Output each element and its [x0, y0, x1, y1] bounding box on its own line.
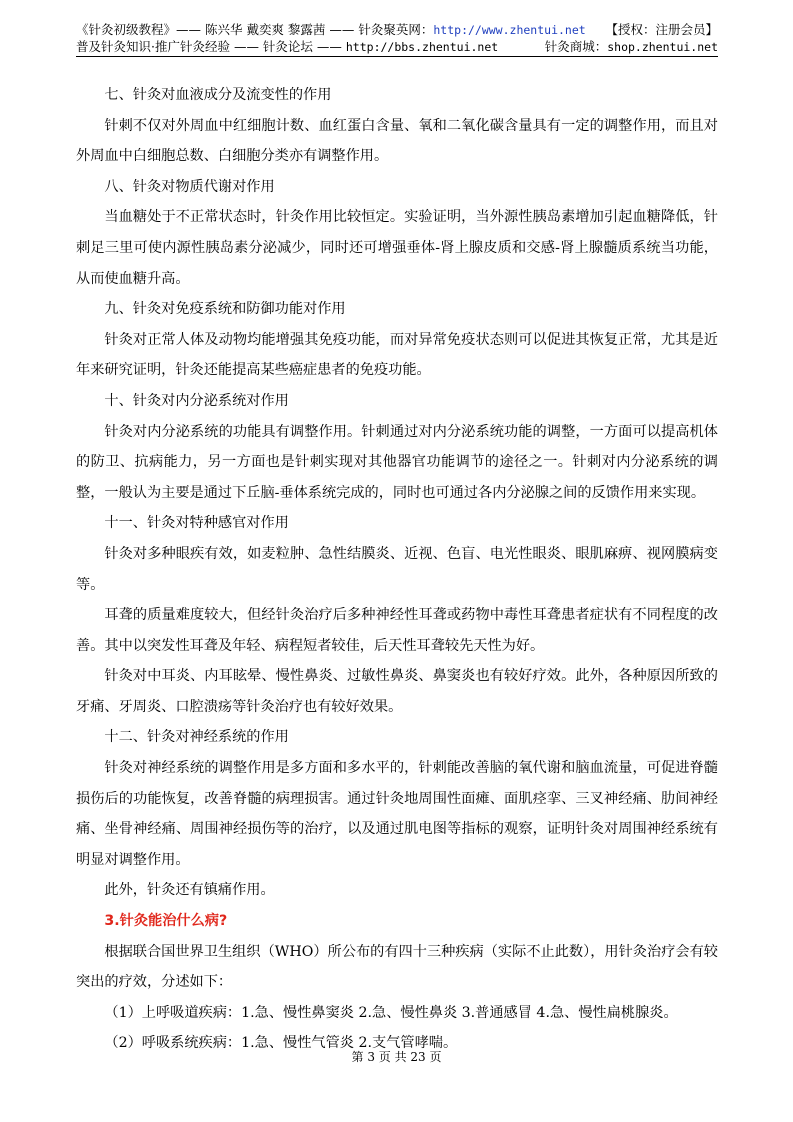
header-divider — [76, 56, 718, 57]
shop-link[interactable]: shop.zhentui.net — [607, 40, 718, 54]
paragraph: 针灸对正常人体及动物均能增强其免疫功能，而对异常免疫状态则可以促进其恢复正常，尤其是近年来研究证明，针灸还能提高某些癌症患者的免疫功能。 — [76, 331, 718, 379]
header-line-2 — [76, 37, 718, 55]
list-item: （2）呼吸系统疾病：1.急、慢性气管炎 2.支气管哮喘。 — [104, 1035, 458, 1052]
section-heading: 十一、针灸对特种感官对作用 — [104, 515, 289, 532]
header-title: 《针灸初级教程》—— 陈兴华 戴奕爽 黎露茜 —— 针灸聚英网： — [76, 22, 434, 37]
header-slogan: 普及针灸知识·推广针灸经验 —— 针灸论坛 —— — [76, 39, 346, 54]
forum-link[interactable]: http://bbs.zhentui.net — [345, 40, 499, 54]
paragraph: 针灸对多种眼疾有效，如麦粒肿、急性结膜炎、近视、色盲、电光性眼炎、眼肌麻痹、视网膜病变等。 — [76, 545, 718, 593]
paragraph: 根据联合国世界卫生组织（WHO）所公布的有四十三种疾病（实际不止此数），用针灸治疗会有较突出的疗效，分述如下： — [76, 943, 718, 991]
paragraph: 针灸对内分泌系统的功能具有调整作用。针刺通过对内分泌系统功能的调整，一方面可以提高机体的防卫、抗病能力，另一方面也是针刺实现对其他器官功能调节的途径之一。针刺对内分泌系统的调整，一般认为主要是通过下丘脑-垂体系统完成的，同时也可通过各内分泌腺之间的反馈作用来实现。 — [76, 423, 718, 501]
chapter-heading: 3.针灸能治什么病? — [104, 913, 228, 930]
section-heading: 七、针灸对血液成分及流变性的作用 — [104, 87, 332, 103]
section-heading: 八、针灸对物质代谢对作用 — [104, 178, 275, 195]
page-footer: 第 3 页 共 23 页 — [351, 1050, 442, 1064]
shop-label: 针灸商城： — [544, 39, 608, 54]
section-heading: 十二、针灸对神经系统的作用 — [104, 729, 289, 746]
paragraph: 此外，针灸还有镇痛作用。 — [104, 882, 275, 899]
paragraph: 针刺不仅对外周血中红细胞计数、血红蛋白含量、氧和二氧化碳含量具有一定的调整作用，而且对外周血中白细胞总数、白细胞分类亦有调整作用。 — [76, 117, 718, 165]
document-body — [76, 80, 718, 1059]
website-link[interactable]: http://www.zhentui.net — [433, 23, 586, 37]
license-label: 【授权：注册会员】 — [605, 22, 718, 37]
paragraph: 当血糖处于不正常状态时，针灸作用比较恒定。实验证明，当外源性胰岛素增加引起血糖降低，针刺足三里可使内源性胰岛素分泌减少，同时还可增强垂体-肾上腺皮质和交感-肾上腺髓质系统当功能，从而使血糖升高。 — [76, 209, 718, 287]
section-heading: 十、针灸对内分泌系统对作用 — [104, 392, 289, 409]
list-item: （1）上呼吸道疾病：1.急、慢性鼻窦炎 2.急、慢性鼻炎 3.普通感冒 4.急、慢性扁桃腺炎。 — [104, 1004, 678, 1021]
paragraph: 针灸对中耳炎、内耳眩晕、慢性鼻炎、过敏性鼻炎、鼻窦炎也有较好疗效。此外，各种原因所致的牙痛、牙周炎、口腔溃疡等针灸治疗也有较好效果。 — [76, 668, 718, 715]
paragraph: 耳聋的质量难度较大，但经针灸治疗后多种神经性耳聋或药物中毒性耳聋患者症状有不同程度的改善。其中以突发性耳聋及年轻、病程短者较佳，后天性耳聋较先天性为好。 — [76, 607, 718, 654]
paragraph: 针灸对神经系统的调整作用是多方面和多水平的，针刺能改善脑的氧代谢和脑血流量，可促进脊髓损伤后的功能恢复，改善脊髓的病理损害。通过针灸地周围性面瘫、面肌痉挛、三叉神经痛、肋间神经痛、坐骨神经痛、周围神经损伤等的治疗，以及通过肌电图等指标的观察，证明针灸对周围神经系统有明显对调整作用。 — [76, 760, 718, 868]
section-heading: 九、针灸对免疫系统和防御功能对作用 — [104, 301, 346, 318]
shop-info — [545, 37, 718, 55]
header-line-1 — [76, 20, 718, 38]
